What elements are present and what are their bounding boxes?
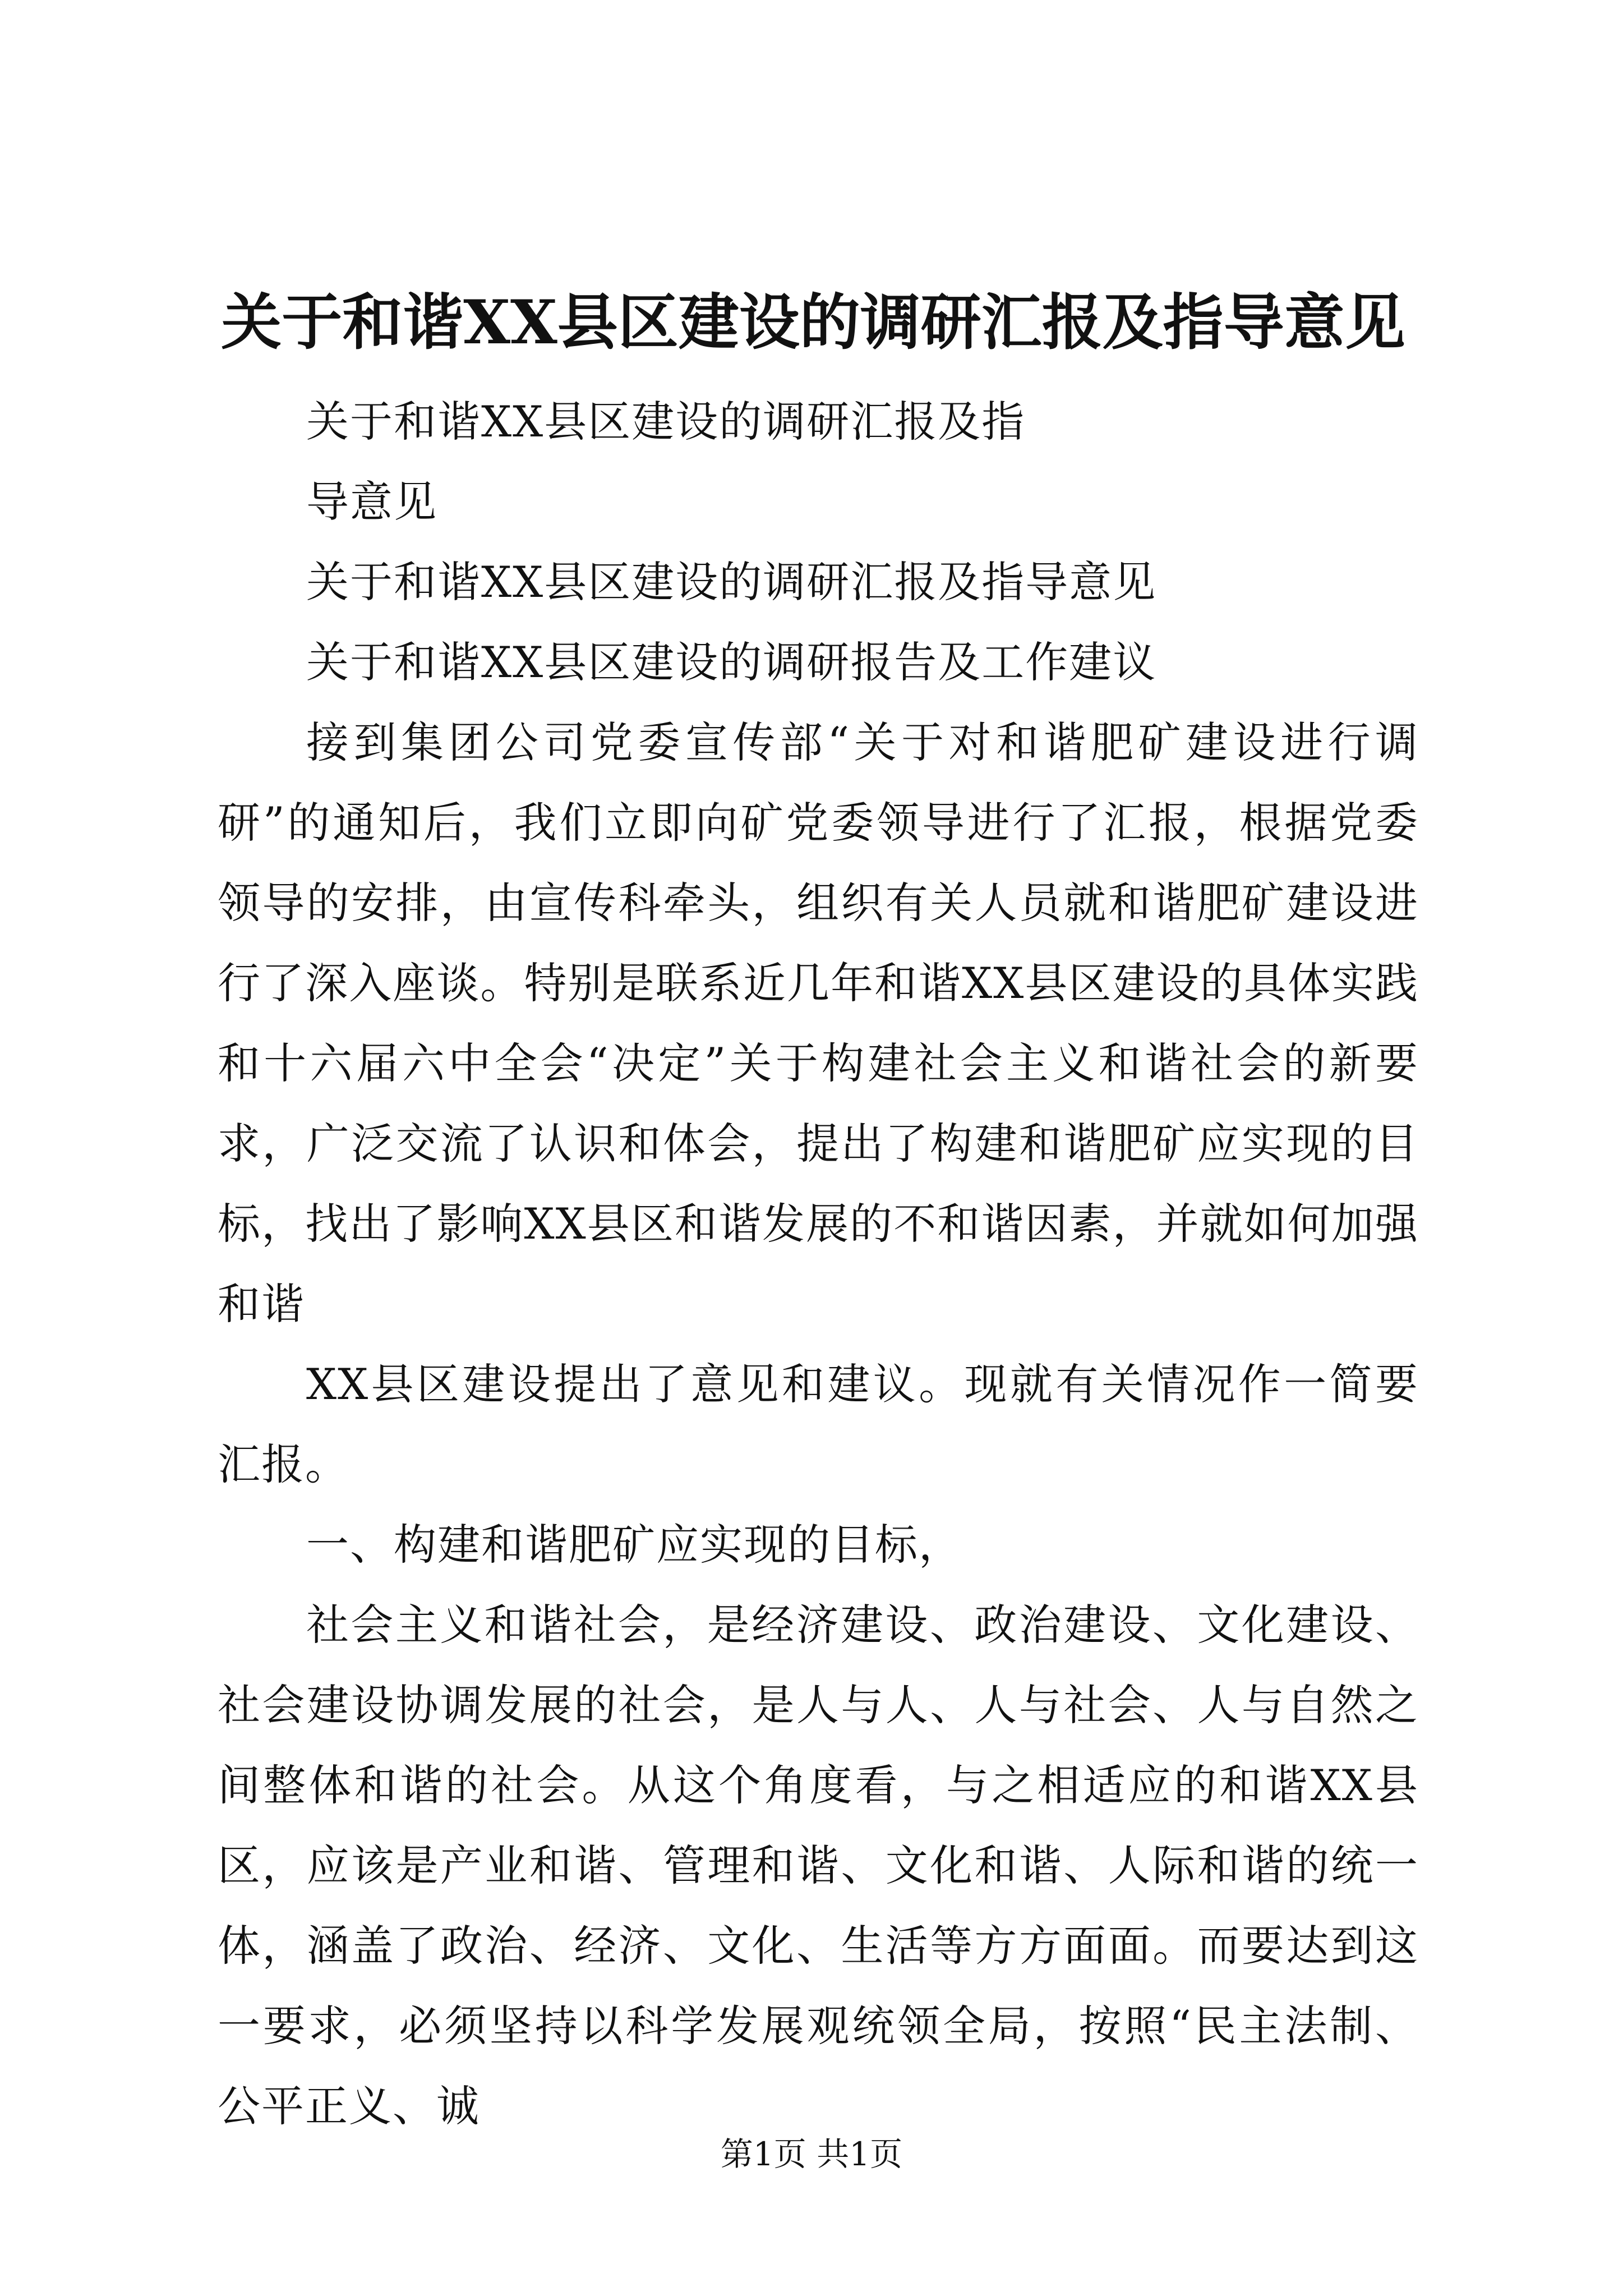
body-paragraph: 关于和谐XX县区建设的调研汇报及指	[306, 397, 1026, 447]
page-footer: 第1页 共1页	[720, 2135, 903, 2173]
body-paragraph: 接到集团公司党委宣传部“关于对和谐肥矿建设进行调研”的通知后，我们立即向矿党委领导进行了汇报，根据党委领导的安排，由宣传科牵头，组织有关人员就和谐肥矿建设进行了深入座谈。特别是联系近几年和谐XX县区建设的具体实践和十六届六中全会“决定”关于构建社会主义和谐社会的新要求，广泛交流了认识和体会，提出了构建和谐肥矿应实现的目标，找出了影响XX县区和谐发展的不和谐因素，并就如何加强和谐	[218, 717, 1419, 1329]
document-title: 关于和谐XX县区建设的调研汇报及指导意见	[221, 287, 1405, 358]
body-paragraph: 社会主义和谐社会，是经济建设、政治建设、文化建设、社会建设协调发展的社会，是人与人、人与社会、人与自然之间整体和谐的社会。从这个角度看，与之相适应的和谐XX县区，应该是产业和谐、管理和谐、文化和谐、人际和谐的统一体，涵盖了政治、经济、文化、生活等方方面面。而要达到这一要求，必须坚持以科学发展观统领全局，按照“民主法制、公平正义、诚	[218, 1600, 1419, 2131]
section-heading: 一、构建和谐肥矿应实现的目标，	[306, 1520, 962, 1570]
body-paragraph: XX县区建设提出了意见和建议。现就有关情况作一简要汇报。	[218, 1359, 1419, 1489]
body-paragraph: 导意见	[306, 477, 437, 527]
body-paragraph: 关于和谐XX县区建设的调研报告及工作建议	[306, 637, 1157, 687]
body-paragraph: 关于和谐XX县区建设的调研汇报及指导意见	[306, 557, 1157, 607]
document-body	[218, 381, 1419, 2146]
